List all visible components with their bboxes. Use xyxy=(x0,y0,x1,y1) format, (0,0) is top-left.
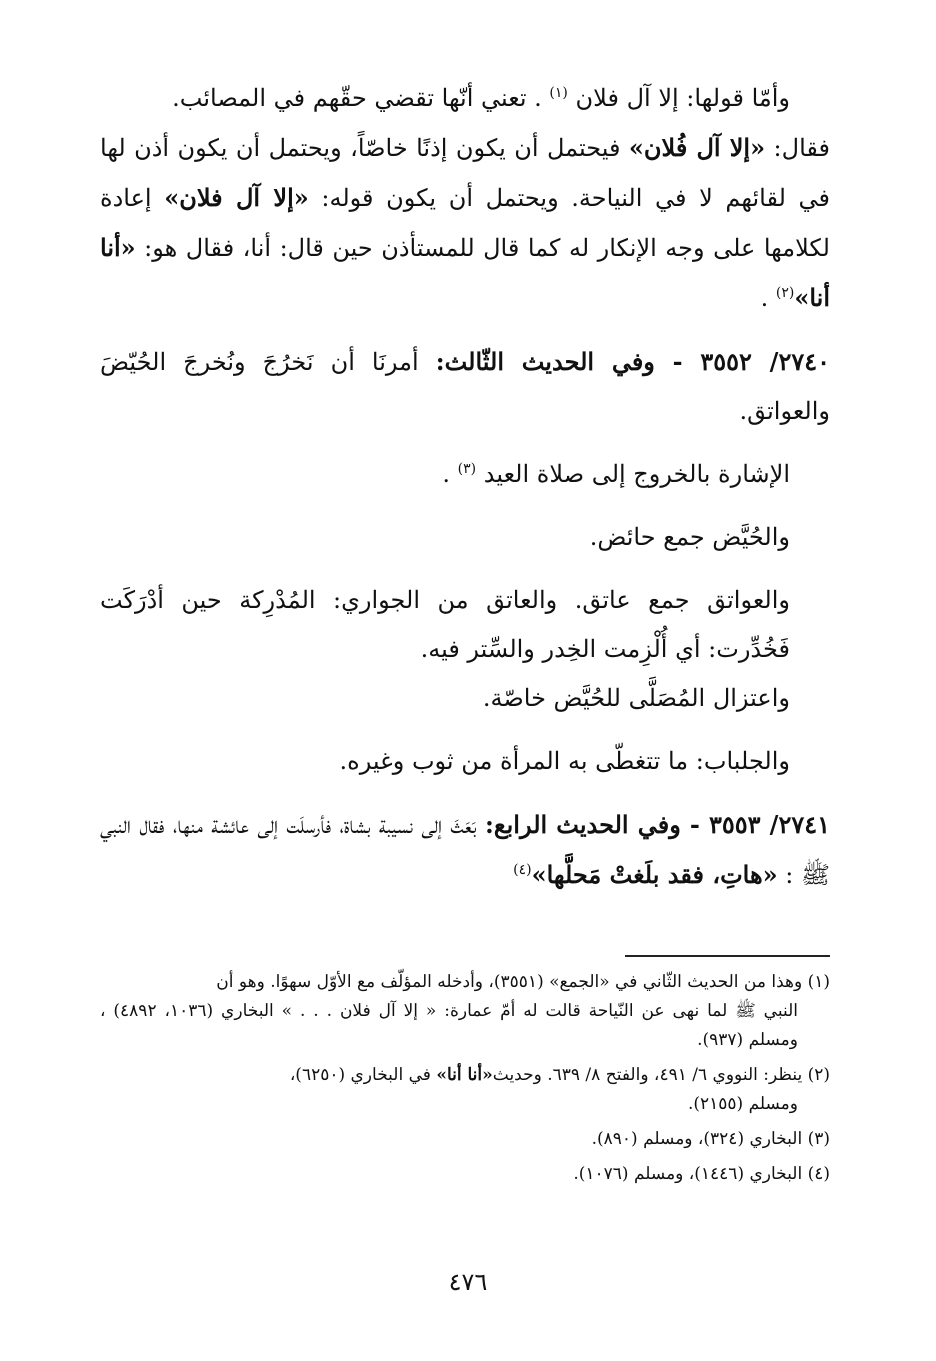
hadith-text: أمرنَا أن نَخرُجَ ونُخرجَ الحُيّضَ والعواتق. xyxy=(100,348,830,425)
footnote-marker: (٢) xyxy=(775,285,795,301)
paragraph-2 xyxy=(100,123,830,323)
footnote-text: (٢) ينظر: النووي ٦/ ٤٩١، والفتح ٨/ ٦٣٩. وحديث xyxy=(492,1065,830,1085)
main-text xyxy=(100,74,830,900)
quote: «أنا أنا» xyxy=(100,233,830,312)
footnote-4: (٤) البخاري (١٤٤٦)، ومسلم (١٠٧٦). xyxy=(573,1164,830,1184)
footnote-text: (١) وهذا من الحديث الثّاني في «الجمع» (٣٥٥١)، وأدخله المؤلّف مع الأوّل سهوًا. وهو أن xyxy=(216,972,830,992)
paragraph-7: والجلباب: ما تتغطّى به المرأة من ثوب وغيره. xyxy=(339,747,790,775)
page-number: ٤٧٦ xyxy=(448,1268,488,1296)
footnote-text: ومسلم (٢١٥٥). xyxy=(687,1094,798,1114)
footnotes xyxy=(100,968,830,1195)
text: إعادة لكلامها على وجه الإنكار له كما قال للمستأذن حين قال: أنا، فقال هو: xyxy=(100,184,830,262)
paragraph-1 xyxy=(100,74,830,123)
footnote-3: (٣) البخاري (٣٢٤)، ومسلم (٨٩٠). xyxy=(591,1129,830,1149)
hadith-2740 xyxy=(100,337,830,436)
footnote-marker: (١) xyxy=(549,85,568,101)
hadith-2741 xyxy=(100,800,830,900)
hadith-heading: ٢٧٤٠/ ٣٥٥٢ - وفي الحديث الثّالث: xyxy=(435,347,831,376)
quote: «إلا آل فلان» xyxy=(164,183,309,212)
footnote-text: النبي ﷺ لما نهى عن النّياحة قالت له أمّ عمارة: « إلا آل فلان . . . » البخاري (١٠٣٦، ٤٨٩٢) ، ومسلم (٩٣٧). xyxy=(100,1001,799,1050)
quote: «هاتِ، فقد بلَغتْ مَحلَّها» xyxy=(531,860,778,889)
footnote-marker: (٣) xyxy=(457,461,477,477)
text: . xyxy=(442,460,451,488)
text: الإشارة بالخروج إلى صلاة العيد xyxy=(483,460,790,488)
paragraph-6: واعتزال المُصَلَّى للحُيَّض خاصّة. xyxy=(482,684,790,712)
footnote-1 xyxy=(100,968,830,1055)
footnote-marker: (٤) xyxy=(513,862,532,878)
paragraph-3 xyxy=(100,450,830,499)
text: فيحتمل أن يكون إذنًا خاصّاً، ويحتمل أن يكون أذن لها في لقائهم لا في النياحة. ويحتمل أن يكون قوله: xyxy=(100,134,830,212)
quote: «أنا أنا» xyxy=(436,1065,493,1085)
hadith-text: بَعَثَ إلى نسيبة بشاة، فأرسلَت إلى عائشة منها، فقال النبي ﷺ : xyxy=(100,811,830,889)
footnote-2 xyxy=(100,1061,830,1119)
quote: «إلا آل فُلان» xyxy=(628,133,766,162)
text: . تعني أنّها تقضي حقّهم في المصائب. xyxy=(172,84,542,112)
text: . xyxy=(760,284,769,312)
text: فقال: xyxy=(773,134,830,162)
paragraph-4: والحُيَّض جمع حائض. xyxy=(589,523,790,551)
hadith-heading: ٢٧٤١/ ٣٥٥٣ - وفي الحديث الرابع: xyxy=(484,810,830,839)
paragraph-5: والعواتق جمع عاتق. والعاتق من الجواري: المُدْرِكة حين أدْرَكَت فَخُدِّرت: أي أُلْزِمت الخِدر والسِّتر فيه. xyxy=(100,586,790,663)
text: وأمّا قولها: إلا آل فلان xyxy=(575,84,790,112)
footnote-separator xyxy=(625,955,830,957)
footnote-text: في البخاري (٦٢٥٠)، xyxy=(289,1065,431,1085)
